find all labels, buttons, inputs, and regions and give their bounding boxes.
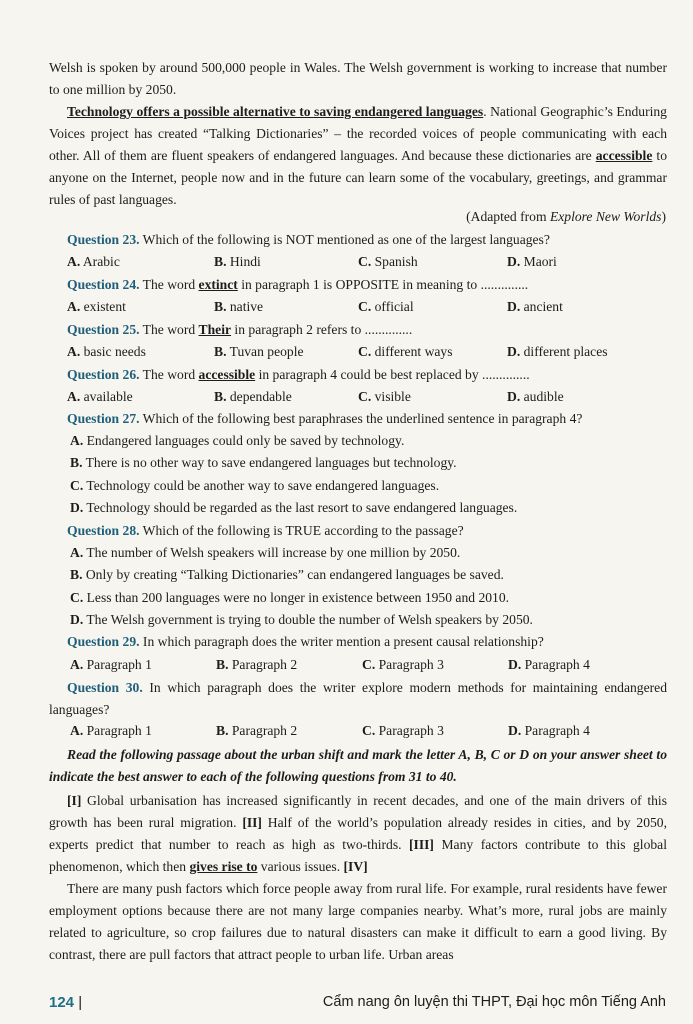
- question-24-options: [67, 297, 667, 317]
- option-letter: D.: [507, 389, 521, 404]
- page-number-value: 124: [49, 994, 75, 1011]
- question-number: Question 23.: [67, 232, 140, 247]
- marker-i: [I]: [67, 793, 82, 808]
- option-text: The number of Welsh speakers will increase by one million by 2050.: [83, 545, 461, 560]
- option-text: existent: [80, 299, 126, 314]
- option-letter: D.: [507, 344, 521, 359]
- option-d: [508, 721, 590, 741]
- option-text: Paragraph 4: [521, 657, 590, 672]
- option-letter: A.: [67, 254, 81, 269]
- option-text: Less than 200 languages were no longer in existence between 1950 and 2010.: [83, 590, 510, 605]
- question-30-options: [70, 721, 670, 741]
- option-letter: C.: [358, 254, 372, 269]
- option-letter: A.: [70, 545, 84, 560]
- option-text: Paragraph 2: [228, 723, 298, 738]
- paragraph-urban-1-text-4: various issues.: [257, 859, 344, 874]
- option-c: [358, 387, 411, 407]
- option-a: [67, 297, 126, 317]
- source-prefix: (Adapted from: [466, 209, 550, 224]
- question-text: Which of the following best paraphrases the underlined sentence in paragraph 4?: [139, 411, 583, 426]
- option-text: Paragraph 2: [228, 657, 298, 672]
- option-text: ancient: [520, 299, 563, 314]
- option-letter: A.: [70, 433, 84, 448]
- option-d: [507, 297, 563, 317]
- option-letter: C.: [358, 389, 372, 404]
- option-text: audible: [520, 389, 564, 404]
- underlined-sentence: Technology offers a possible alternative to saving endangered languages: [67, 104, 484, 119]
- option-text: Maori: [520, 254, 557, 269]
- question-text-b: in paragraph 1 is OPPOSITE in meaning to ..............: [237, 277, 529, 292]
- option-text: Tuvan people: [226, 344, 304, 359]
- option-d: [507, 387, 564, 407]
- question-29-options: [70, 655, 670, 675]
- option-letter: B.: [214, 254, 227, 269]
- option-letter: B.: [216, 723, 229, 738]
- option-c: [358, 342, 453, 362]
- keyword-accessible-question: accessible: [198, 367, 256, 382]
- option-letter: A.: [70, 657, 84, 672]
- option-letter: C.: [70, 590, 84, 605]
- question-number: Question 26.: [67, 367, 140, 382]
- option-text: Paragraph 1: [83, 723, 152, 738]
- option-letter: B.: [214, 389, 227, 404]
- option-b: [214, 387, 292, 407]
- question-24: [67, 275, 667, 295]
- question-text-b: in paragraph 2 refers to ..............: [231, 322, 413, 337]
- option-letter: B.: [216, 657, 229, 672]
- paragraph-urban-2: [49, 878, 667, 966]
- option-text: The Welsh government is trying to double the number of Welsh speakers by 2050.: [83, 612, 533, 627]
- option-text: visible: [371, 389, 411, 404]
- option-c: [70, 476, 670, 496]
- question-25: [67, 320, 667, 340]
- option-text: Endangered languages could only be saved by technology.: [83, 433, 405, 448]
- option-a: [70, 431, 670, 451]
- question-number: Question 25.: [67, 322, 140, 337]
- paragraph-welsh: [49, 57, 667, 101]
- option-a: [67, 387, 133, 407]
- option-letter: C.: [358, 344, 372, 359]
- option-d: [70, 498, 670, 518]
- option-letter: A.: [67, 299, 81, 314]
- option-letter: D.: [70, 612, 84, 627]
- question-26-options: [67, 387, 667, 407]
- option-letter: C.: [70, 478, 84, 493]
- question-number: Question 28.: [67, 523, 140, 538]
- question-23-options: [67, 252, 667, 272]
- paragraph-urban-1: [49, 790, 667, 878]
- option-text: different places: [520, 344, 608, 359]
- option-letter: D.: [508, 657, 522, 672]
- question-number: Question 24.: [67, 277, 140, 292]
- option-text: Arabic: [80, 254, 120, 269]
- question-number: Question 29.: [67, 634, 140, 649]
- paragraph-technology-text-a: . National Geographic’s Enduring Voices project has created “Talking Dictionaries” – the recorded voices of people communicating with each other. All of them are fluent speakers of endangered languages. And because these dictionaries are: [49, 104, 667, 163]
- option-letter: D.: [507, 299, 521, 314]
- option-text: Technology could be another way to save endangered languages.: [83, 478, 440, 493]
- option-c: [70, 588, 670, 608]
- question-26: [67, 365, 667, 385]
- option-a: [67, 342, 146, 362]
- option-letter: C.: [358, 299, 372, 314]
- question-23: [67, 230, 667, 250]
- paragraph-technology-text-b: to anyone on the Internet, people now and in the future can learn some of the vocabulary, greetings, and grammar rules of past languages.: [49, 148, 667, 207]
- option-letter: A.: [67, 389, 81, 404]
- question-text-b: in paragraph 4 could be best replaced by ..............: [255, 367, 530, 382]
- book-title: [323, 994, 666, 1010]
- keyword-their: Their: [198, 322, 232, 337]
- question-27: [67, 409, 667, 429]
- option-text: official: [371, 299, 414, 314]
- paragraph-welsh-text: Welsh is spoken by around 500,000 people in Wales. The Welsh government is working to increase that number to one million by 2050.: [49, 60, 667, 97]
- option-letter: A.: [67, 344, 81, 359]
- book-title-text: Cẩm nang ôn luyện thi THPT, Đại học môn Tiếng Anh: [322, 994, 666, 1010]
- option-d: [507, 252, 557, 272]
- option-letter: D.: [508, 723, 522, 738]
- question-number: Question 30.: [67, 680, 143, 695]
- option-text: dependable: [226, 389, 292, 404]
- keyword-accessible: accessible: [595, 148, 653, 163]
- option-text: Paragraph 3: [375, 723, 444, 738]
- option-b: [70, 453, 670, 473]
- option-a: [70, 721, 152, 741]
- question-text-a: The word: [139, 277, 199, 292]
- option-text: Paragraph 1: [83, 657, 152, 672]
- option-text: available: [80, 389, 133, 404]
- question-29: [67, 632, 667, 652]
- option-d: [507, 342, 608, 362]
- question-30: [49, 677, 667, 721]
- option-letter: B.: [70, 567, 83, 582]
- option-letter: C.: [362, 723, 376, 738]
- question-28: [67, 521, 667, 541]
- keyword-extinct: extinct: [198, 277, 238, 292]
- option-text: Technology should be regarded as the last resort to save endangered languages.: [83, 500, 518, 515]
- question-25-options: [67, 342, 667, 362]
- source-citation: [466, 207, 666, 227]
- question-text: In which paragraph does the writer mention a present causal relationship?: [139, 634, 544, 649]
- paragraph-urban-1-text-1: Global urbanisation has increased significantly in recent decades, and one of the main drivers of this growth has been rural migration.: [49, 793, 667, 830]
- question-text-a: The word: [139, 322, 199, 337]
- section-instruction: [49, 744, 667, 788]
- option-b: [216, 721, 297, 741]
- keyword-gives-rise-to: gives rise to: [189, 859, 258, 874]
- question-text: In which paragraph does the writer explore modern methods for maintaining endangered languages?: [49, 680, 667, 717]
- option-c: [362, 721, 444, 741]
- marker-iv: [IV]: [343, 859, 368, 874]
- option-letter: D.: [507, 254, 521, 269]
- instruction-text: Read the following passage about the urban shift and mark the letter A, B, C or D on your answer sheet to indicate the best answer to each of the following questions from 31 to 40.: [49, 747, 667, 784]
- option-letter: D.: [70, 500, 84, 515]
- question-text-a: The word: [139, 367, 199, 382]
- option-c: [358, 252, 418, 272]
- paragraph-urban-1-text-3: Many factors contribute to this global phenomenon, which then: [49, 837, 667, 874]
- option-letter: B.: [214, 299, 227, 314]
- option-text: Hindi: [226, 254, 261, 269]
- option-text: Paragraph 3: [375, 657, 444, 672]
- question-text: Which of the following is NOT mentioned as one of the largest languages?: [139, 232, 550, 247]
- option-text: basic needs: [80, 344, 146, 359]
- option-d: [508, 655, 590, 675]
- page-number: [49, 994, 82, 1011]
- option-text: Paragraph 4: [521, 723, 590, 738]
- option-a: [67, 252, 120, 272]
- option-c: [358, 297, 414, 317]
- question-number: Question 27.: [67, 411, 140, 426]
- option-text: different ways: [371, 344, 453, 359]
- option-letter: C.: [362, 657, 376, 672]
- option-b: [216, 655, 297, 675]
- option-text: There is no other way to save endangered languages but technology.: [82, 455, 457, 470]
- option-a: [70, 543, 670, 563]
- option-letter: A.: [70, 723, 84, 738]
- source-suffix: ): [661, 209, 666, 224]
- paragraph-technology: [49, 101, 667, 211]
- marker-ii: [II]: [242, 815, 262, 830]
- option-text: Spanish: [371, 254, 418, 269]
- option-a: [70, 655, 152, 675]
- option-letter: B.: [214, 344, 227, 359]
- paragraph-urban-2-text: There are many push factors which force people away from rural life. For example, rural residents have fewer employment options because there are not many large companies nearby. What’s more, rural jobs are mainly related to agriculture, so crop failures due to natural disasters can make it difficult to earn a good living. By contrast, there are pull factors that attract people to urban life. Urban areas: [49, 881, 667, 962]
- option-b: [70, 565, 670, 585]
- question-text: Which of the following is TRUE according to the passage?: [139, 523, 464, 538]
- option-c: [362, 655, 444, 675]
- paragraph-urban-1-text-2: Half of the world’s population already resides in cities, and by 2050, experts predict that number to reach as high as two-thirds.: [49, 815, 667, 852]
- option-b: [214, 297, 263, 317]
- option-d: [70, 610, 670, 630]
- option-b: [214, 342, 304, 362]
- option-letter: B.: [70, 455, 83, 470]
- option-text: native: [226, 299, 264, 314]
- source-title: Explore New Worlds: [549, 209, 662, 224]
- option-text: Only by creating “Talking Dictionaries” can endangered languages be saved.: [82, 567, 504, 582]
- marker-iii: [III]: [409, 837, 434, 852]
- option-b: [214, 252, 261, 272]
- page-separator: |: [74, 994, 83, 1011]
